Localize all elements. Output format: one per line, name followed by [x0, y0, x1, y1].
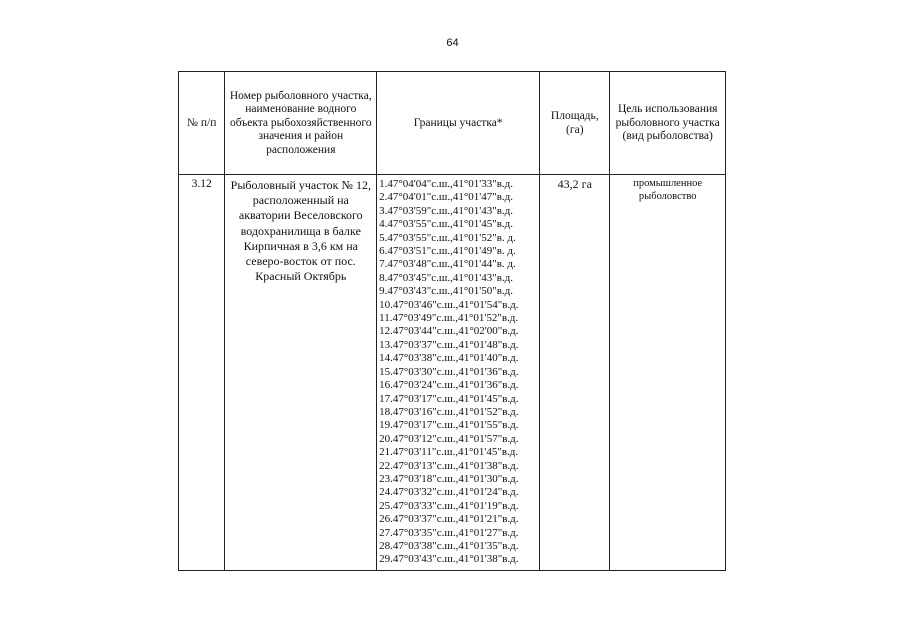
- boundary-point: 22.47°03'13"с.ш.,41°01'38"в.д.: [379, 459, 519, 472]
- header-bounds: Границы участка*: [377, 72, 540, 175]
- boundary-point: 14.47°03'38"с.ш.,41°01'40"в.д.: [379, 352, 519, 365]
- boundary-point: 11.47°03'49"с.ш.,41°01'52"в.д.: [379, 312, 519, 325]
- bounds-list: [379, 178, 536, 567]
- boundary-point: 15.47°03'30"с.ш.,41°01'36"в.д.: [379, 365, 519, 378]
- header-num: № п/п: [179, 72, 225, 175]
- boundary-point: 24.47°03'32"с.ш.,41°01'24"в.д.: [379, 486, 519, 499]
- boundary-point: 28.47°03'38"с.ш.,41°01'35"в.д.: [379, 539, 519, 552]
- boundary-point: 8.47°03'45"с.ш.,41°01'43"в.д.: [379, 271, 514, 284]
- row-area: 43,2 га: [540, 175, 610, 571]
- boundary-point: 6.47°03'51"с.ш.,41°01'49"в. д.: [379, 245, 516, 258]
- boundary-point: 18.47°03'16"с.ш.,41°01'52"в.д.: [379, 405, 519, 418]
- header-name: Номер рыболовного участка, наименование водного объекта рыбохозяйственного значения и район расположения: [225, 72, 377, 175]
- boundary-point: 19.47°03'17"с.ш.,41°01'55"в.д.: [379, 419, 519, 432]
- boundary-point: 17.47°03'17"с.ш.,41°01'45"в.д.: [379, 392, 519, 405]
- boundary-point: 7.47°03'48"с.ш.,41°01'44"в. д.: [379, 258, 516, 271]
- row-bounds: [377, 175, 540, 571]
- boundary-point: 23.47°03'18"с.ш.,41°01'30"в.д.: [379, 472, 519, 485]
- row-site-name: Рыболовный участок № 12, расположенный на акватории Веселовского водохранилища в балке Кирпичная в 3,6 км на северо-восток от пос. Красный Октябрь: [225, 175, 377, 571]
- header-purpose: Цель использования рыболовного участка (вид рыболовства): [610, 72, 726, 175]
- page-number: 64: [446, 37, 459, 49]
- fishing-sites-table: [178, 71, 726, 571]
- header-area: Площадь, (га): [540, 72, 610, 175]
- boundary-point: 25.47°03'33"с.ш.,41°01'19"в.д.: [379, 499, 519, 512]
- row-num: 3.12: [179, 175, 225, 571]
- boundary-point: 27.47°03'35"с.ш.,41°01'27"в.д.: [379, 526, 519, 539]
- boundary-point: 21.47°03'11"с.ш.,41°01'45"в.д.: [379, 446, 519, 459]
- boundary-point: 10.47°03'46"с.ш.,41°01'54"в.д.: [379, 298, 519, 311]
- boundary-point: 12.47°03'44"с.ш.,41°02'00"в.д.: [379, 325, 519, 338]
- boundary-point: 16.47°03'24"с.ш.,41°01'36"в.д.: [379, 379, 519, 392]
- boundary-point: 9.47°03'43"с.ш.,41°01'50"в.д.: [379, 285, 514, 298]
- table-header-row: [179, 72, 726, 175]
- boundary-point: 1.47°04'04"с.ш.,41°01'33"в.д.: [379, 178, 514, 190]
- boundary-point: 26.47°03'37"с.ш.,41°01'21"в.д.: [379, 513, 519, 526]
- row-purpose: промышленное рыболовство: [610, 175, 726, 571]
- boundary-point: 2.47°04'01"с.ш.,41°01'47"в.д.: [379, 191, 514, 204]
- boundary-point: 4.47°03'55"с.ш.,41°01'45"в.д.: [379, 218, 514, 231]
- table-row: [179, 175, 726, 571]
- boundary-point: 20.47°03'12"с.ш.,41°01'57"в.д.: [379, 432, 519, 445]
- boundary-point: 3.47°03'59"с.ш.,41°01'43"в.д.: [379, 204, 514, 217]
- boundary-point: 5.47°03'55"с.ш.,41°01'52"в. д.: [379, 231, 516, 244]
- boundary-point: 13.47°03'37"с.ш.,41°01'48"в.д.: [379, 338, 519, 351]
- boundary-point: 29.47°03'43"с.ш.,41°01'38"в.д.: [379, 553, 519, 566]
